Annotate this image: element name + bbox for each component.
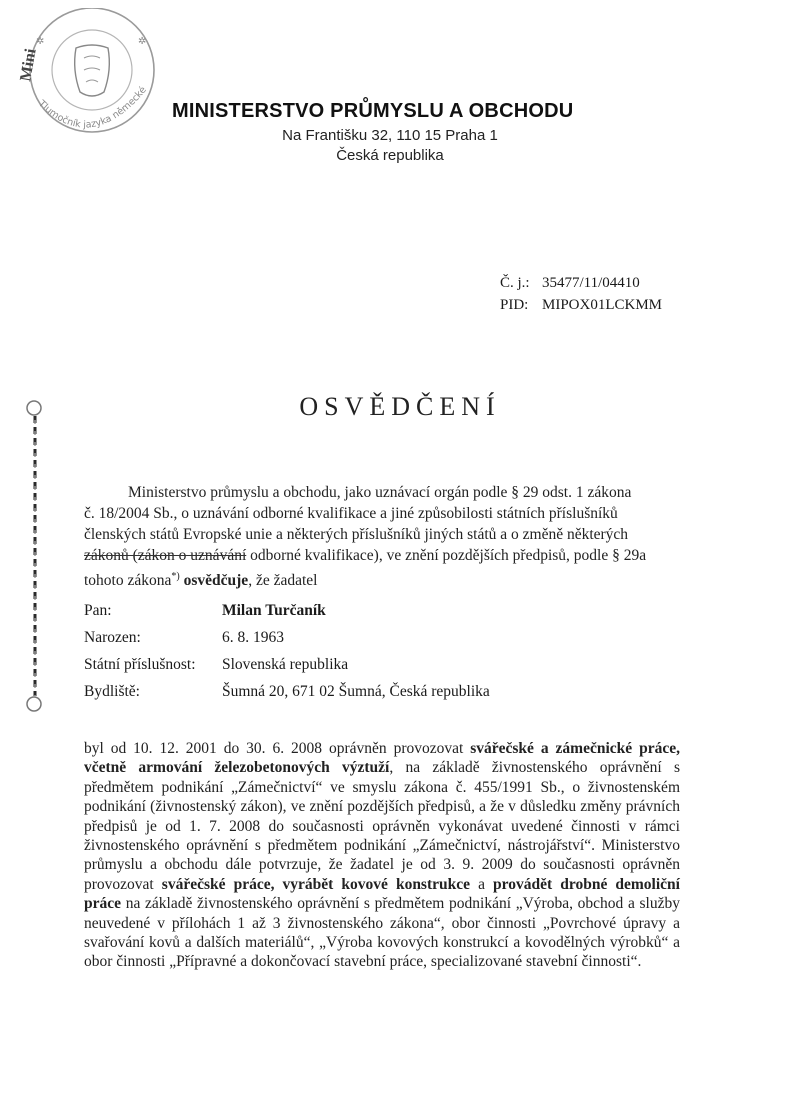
body-text-1: byl od 10. 12. 2001 do 30. 6. 2008 oprávněn provozovat [84, 740, 471, 757]
intro-line-2: č. 18/2004 Sb., o uznávání odborné kvalifikace a jiné způsobilosti státních příslušníků [84, 505, 618, 522]
svg-text:✲: ✲ [138, 36, 147, 47]
intro-paragraph [84, 482, 680, 591]
certifies-word: osvědčuje [179, 572, 249, 590]
struck-text: zákonů (zákon o uznávání [84, 547, 247, 564]
document-title: OSVĚDČENÍ [299, 392, 501, 421]
svg-text:✲: ✲ [36, 36, 45, 47]
person-name-row [84, 602, 704, 626]
body-text-3: a [470, 875, 494, 893]
stamp-arc-text: Tlumočník jazyka německé [36, 84, 149, 131]
intro-line-3: členských států Evropské unie a některých příslušníků jiných států a o změně některých [84, 526, 629, 543]
pid-value: MIPOX01LCKMM [542, 297, 663, 313]
person-citizenship-row [84, 656, 704, 680]
translator-stamp [14, 8, 162, 138]
intro-line-1: Ministerstvo průmyslu a obchodu, jako uznávací orgán podle § 29 odst. 1 zákona [128, 484, 632, 501]
body-paragraph [84, 739, 680, 972]
body-bold-3: provádět drobné demoliční práce [84, 875, 680, 913]
footnote-mark: *) [171, 571, 180, 582]
pan-value: Milan Turčaník [222, 602, 326, 619]
body-text-4: na základě živnostenského oprávnění s předmětem podnikání „Výroba, obchod a služby neuvedené v přílohách 1 až 3 živnostenského zákona“, obor činnosti „Povrchové úpravy a svařování kovů a dalších materiálů“, „Výroba kovových konstrukcí a kovodělných výrobků“ a obor činnosti „Přípravné a dokončovací stavební práce, specializované stavební činnosti“. [84, 895, 680, 971]
body-bold-2: svářečské práce, vyrábět kovové konstrukce [161, 875, 471, 893]
address-line-2: Česká republika [336, 147, 444, 164]
stamp-text: Mini [17, 47, 40, 83]
body-text-2: , na základě živnostenského oprávnění s předmětem podnikání „Zámečnictví“ ve smyslu zákona č. 455/1991 Sb., o živnostenském podnikání (živnostenský zákon), ve znění pozdějších předpisů, a že v důsledku změny právních předpisů je od 1. 7. 2008 do současnosti oprávněn vykonávat uvedené činnosti v rámci živnostenského oprávnění s předmětem podnikání „Zámečnictví, nástrojářství“. Ministerstvo průmyslu a obchodu dále potvrzuje, že žadatel je od 3. 9. 2009 do současnosti oprávněn provozovat [84, 759, 680, 893]
reference-block [500, 272, 662, 316]
intro-line-5-post: , že žadatel [248, 572, 318, 590]
intro-line-4 [84, 545, 680, 566]
person-residence-row [84, 683, 704, 707]
residence-value: Šumná 20, 671 02 Šumná, Česká republika [222, 683, 490, 700]
pid-label: PID: [500, 297, 529, 313]
residence-label: Bydliště: [84, 683, 140, 700]
intro-line-5-pre: tohoto zákona [84, 572, 172, 590]
citizenship-value: Slovenská republika [222, 656, 349, 673]
citizenship-label: Státní příslušnost: [84, 656, 196, 673]
person-born-row [84, 629, 704, 653]
binding-cord [24, 396, 48, 716]
ministry-name: MINISTERSTVO PRŮMYSLU A OBCHODU [172, 100, 574, 122]
body-bold-1: svářečské a zámečnické práce, včetně armování železobetonových výztuží [84, 740, 680, 777]
intro-line-5 [84, 566, 680, 591]
born-value: 6. 8. 1963 [222, 629, 284, 646]
cj-label: Č. j.: [500, 275, 530, 291]
pan-label: Pan: [84, 602, 112, 619]
address-line-1: Na Františku 32, 110 15 Praha 1 [282, 127, 498, 144]
intro-line-4-rest: odborné kvalifikace), ve znění pozdějších předpisů, podle § 29a [246, 547, 647, 564]
born-label: Narozen: [84, 629, 141, 646]
cj-value: 35477/11/04410 [542, 275, 640, 291]
